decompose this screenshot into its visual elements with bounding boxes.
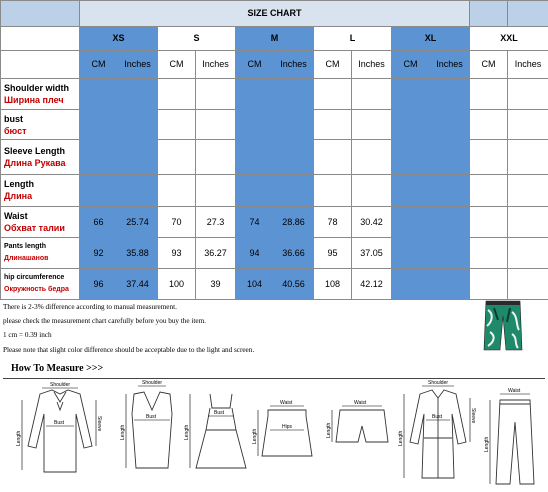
- value-cell: [118, 140, 158, 175]
- value-cell: 100: [158, 268, 196, 299]
- value-cell: 96: [80, 268, 118, 299]
- value-cell: [392, 175, 430, 206]
- tank-top-diagram: [120, 380, 172, 468]
- row-label: [1, 268, 80, 299]
- unit-header-xl-in: Inches: [430, 50, 470, 78]
- value-cell: [430, 237, 470, 268]
- sleeve-label: Sleeve: [96, 416, 102, 432]
- value-cell: [470, 110, 508, 140]
- bust-label: Bust: [214, 410, 225, 416]
- value-cell: [508, 78, 548, 109]
- value-cell: 37.44: [118, 268, 158, 299]
- value-cell: [392, 78, 430, 109]
- value-cell: [392, 206, 430, 237]
- value-cell: [80, 78, 118, 109]
- value-cell: [392, 140, 430, 175]
- divider: [3, 378, 545, 379]
- value-cell: [236, 140, 274, 175]
- value-cell: 35.88: [118, 237, 158, 268]
- shoulder-label: Shoulder: [50, 382, 71, 388]
- value-cell: [352, 78, 392, 109]
- value-cell: [196, 78, 236, 109]
- measurement-row: [1, 110, 548, 140]
- unit-header-l-cm: CM: [314, 50, 352, 78]
- value-cell: [392, 268, 430, 299]
- value-cell: 94: [236, 237, 274, 268]
- row-label-russian: Длинашанов: [4, 254, 49, 262]
- note-line: please check the measurement chart carefully before you buy the item.: [3, 317, 206, 326]
- dress-diagram: [184, 394, 246, 468]
- notes-block: [3, 300, 473, 357]
- value-cell: 95: [314, 237, 352, 268]
- value-cell: [274, 78, 314, 109]
- how-to-measure-title: How To Measure >>>: [11, 363, 104, 374]
- size-header-xs: XS: [80, 26, 158, 50]
- row-label-russian: Обхват талии: [4, 222, 65, 233]
- value-cell: 30.42: [352, 206, 392, 237]
- value-cell: 36.27: [196, 237, 236, 268]
- measurement-row: [1, 78, 548, 109]
- shoulder-label: Shoulder: [142, 380, 163, 386]
- size-header-xxl: XXL: [470, 26, 548, 50]
- value-cell: [314, 140, 352, 175]
- trousers-diagram: [484, 388, 534, 484]
- row-label-english: hip circumference: [4, 273, 65, 281]
- row-label: [1, 140, 80, 175]
- measurement-diagrams: [0, 380, 548, 492]
- value-cell: [80, 175, 118, 206]
- value-cell: 37.05: [352, 237, 392, 268]
- row-label-russian: Длина Рукава: [4, 158, 66, 169]
- value-cell: [470, 206, 508, 237]
- value-cell: [314, 78, 352, 109]
- value-cell: [470, 78, 508, 109]
- waist-label: Waist: [280, 400, 293, 406]
- value-cell: [508, 268, 548, 299]
- value-cell: [236, 175, 274, 206]
- unit-header-s-cm: CM: [158, 50, 196, 78]
- value-cell: [470, 140, 508, 175]
- product-pants-image: [482, 300, 524, 352]
- hips-label: Hips: [282, 424, 293, 430]
- value-cell: [352, 110, 392, 140]
- value-cell: [274, 110, 314, 140]
- row-label: [1, 206, 80, 237]
- unit-header-l-in: Inches: [352, 50, 392, 78]
- size-header-m: M: [236, 26, 314, 50]
- value-cell: [508, 110, 548, 140]
- note-line: There is 2-3% difference according to manual measurement.: [3, 303, 177, 311]
- value-cell: [274, 140, 314, 175]
- length-label: Length: [326, 422, 332, 438]
- sleeve-label: Sleeve: [470, 408, 476, 424]
- blouse-diagram: [16, 382, 102, 472]
- unit-header-row: [1, 50, 548, 78]
- bust-label: Bust: [146, 414, 157, 420]
- row-label-english: Sleeve Length: [4, 146, 66, 157]
- value-cell: 39: [196, 268, 236, 299]
- value-cell: [430, 78, 470, 109]
- unit-header-s-in: Inches: [196, 50, 236, 78]
- length-label: Length: [398, 430, 404, 446]
- unit-header-xxl-in: Inches: [508, 50, 548, 78]
- skirt-diagram: [252, 400, 312, 456]
- value-cell: [158, 110, 196, 140]
- empty-unit-cell: [1, 50, 80, 78]
- row-label-english: Shoulder width: [4, 82, 69, 93]
- value-cell: 40.56: [274, 268, 314, 299]
- value-cell: 36.66: [274, 237, 314, 268]
- unit-header-xl-cm: CM: [392, 50, 430, 78]
- value-cell: 108: [314, 268, 352, 299]
- row-label-english: Waist: [4, 210, 28, 221]
- row-label-russian: Длина: [4, 191, 33, 202]
- size-header-s: S: [158, 26, 236, 50]
- value-cell: [236, 78, 274, 109]
- value-cell: [352, 175, 392, 206]
- value-cell: [196, 175, 236, 206]
- value-cell: 66: [80, 206, 118, 237]
- length-label: Length: [16, 430, 22, 446]
- value-cell: [118, 78, 158, 109]
- value-cell: [158, 175, 196, 206]
- value-cell: 27.3: [196, 206, 236, 237]
- unit-header-xs-in: Inches: [118, 50, 158, 78]
- unit-header-xxl-cm: CM: [470, 50, 508, 78]
- value-cell: [430, 110, 470, 140]
- value-cell: [392, 237, 430, 268]
- how-to-measure-header: [3, 360, 545, 380]
- value-cell: 42.12: [352, 268, 392, 299]
- chart-title: SIZE CHART: [80, 1, 470, 27]
- value-cell: [158, 78, 196, 109]
- value-cell: [314, 175, 352, 206]
- coat-diagram: [398, 380, 476, 478]
- value-cell: [470, 175, 508, 206]
- empty-header-cell: [1, 26, 80, 50]
- row-label-english: bust: [4, 113, 23, 124]
- value-cell: [430, 140, 470, 175]
- value-cell: [508, 140, 548, 175]
- measurement-row: [1, 206, 548, 237]
- value-cell: [508, 175, 548, 206]
- note-line: Please note that slight color difference should be acceptable due to the light and screen.: [3, 345, 255, 354]
- value-cell: [430, 206, 470, 237]
- length-label: Length: [484, 436, 490, 452]
- row-label-russian: Окружность бедра: [4, 285, 69, 293]
- note-line: 1 cm = 0.39 inch: [3, 331, 52, 340]
- row-label: [1, 237, 80, 268]
- title-row: [1, 1, 548, 27]
- value-cell: [470, 268, 508, 299]
- shoulder-label: Shoulder: [428, 380, 449, 386]
- value-cell: [430, 175, 470, 206]
- value-cell: [392, 110, 430, 140]
- measurement-row: [1, 140, 548, 175]
- value-cell: [508, 206, 548, 237]
- value-cell: 25.74: [118, 206, 158, 237]
- row-label-english: Pants length: [4, 242, 47, 250]
- row-label-russian: бюст: [4, 125, 27, 136]
- waist-label: Waist: [508, 388, 521, 394]
- value-cell: [196, 140, 236, 175]
- value-cell: [470, 237, 508, 268]
- value-cell: [118, 110, 158, 140]
- title-spacer-cell: [470, 1, 508, 27]
- row-label-russian: Ширина плеч: [4, 94, 64, 105]
- unit-header-m-in: Inches: [274, 50, 314, 78]
- size-header-xl: XL: [392, 26, 470, 50]
- length-label: Length: [184, 424, 190, 440]
- measurement-row: [1, 268, 548, 299]
- title-spacer-cell: [508, 1, 548, 27]
- unit-header-m-cm: CM: [236, 50, 274, 78]
- unit-header-xs-cm: CM: [80, 50, 118, 78]
- bust-label: Bust: [54, 420, 65, 426]
- row-label: [1, 110, 80, 140]
- waist-label: Waist: [354, 400, 367, 406]
- bust-label: Bust: [432, 414, 443, 420]
- size-header-l: L: [314, 26, 392, 50]
- size-header-row: [1, 26, 548, 50]
- value-cell: 28.86: [274, 206, 314, 237]
- value-cell: [352, 140, 392, 175]
- value-cell: [236, 110, 274, 140]
- value-cell: [274, 175, 314, 206]
- value-cell: 104: [236, 268, 274, 299]
- value-cell: [158, 140, 196, 175]
- value-cell: [80, 110, 118, 140]
- length-label: Length: [120, 424, 126, 440]
- value-cell: [508, 237, 548, 268]
- value-cell: [196, 110, 236, 140]
- length-label: Length: [252, 428, 258, 444]
- value-cell: 74: [236, 206, 274, 237]
- value-cell: 78: [314, 206, 352, 237]
- value-cell: [314, 110, 352, 140]
- measurement-row: [1, 237, 548, 268]
- value-cell: [118, 175, 158, 206]
- value-cell: [430, 268, 470, 299]
- shorts-diagram: [326, 400, 388, 442]
- row-label: [1, 78, 80, 109]
- row-label-english: Length: [4, 179, 34, 190]
- corner-cell: [1, 1, 80, 27]
- value-cell: [80, 140, 118, 175]
- measurement-row: [1, 175, 548, 206]
- row-label: [1, 175, 80, 206]
- value-cell: 92: [80, 237, 118, 268]
- value-cell: 70: [158, 206, 196, 237]
- value-cell: 93: [158, 237, 196, 268]
